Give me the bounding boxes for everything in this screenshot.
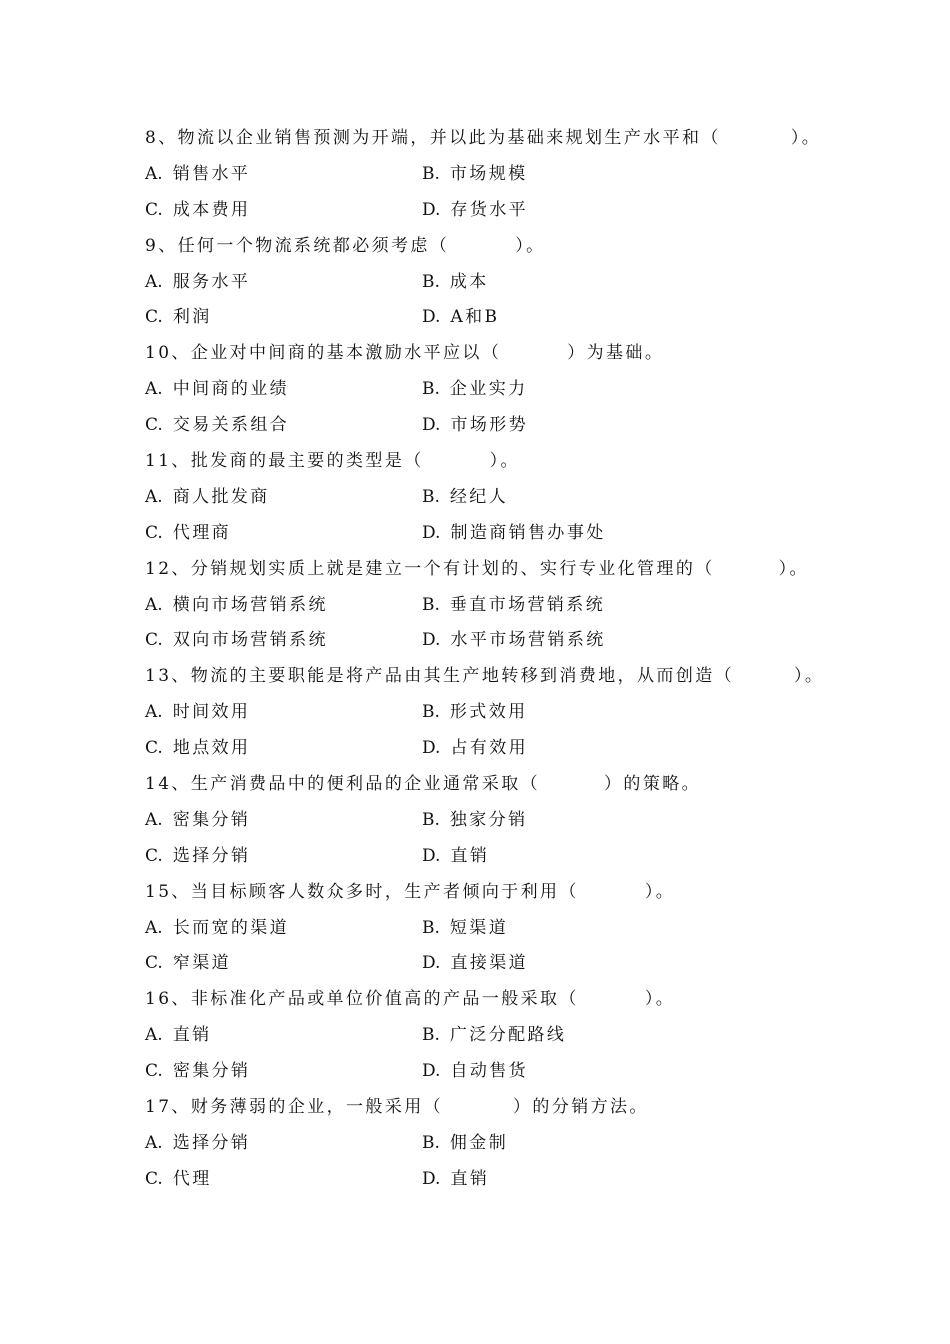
option-label: D. <box>422 1168 441 1189</box>
option-label: C. <box>145 1168 163 1189</box>
question-stem <box>145 982 845 1018</box>
option-label: D. <box>422 415 441 436</box>
option-row <box>145 731 845 767</box>
option-label: D. <box>422 522 441 543</box>
option-text: 企业实力 <box>449 379 528 400</box>
question-text: 13、物流的主要职能是将产品由其生产地转移到消费地，从而创造（ <box>145 666 735 687</box>
option-label: D. <box>422 307 441 328</box>
option-label: A. <box>145 163 163 184</box>
question-stem <box>145 1090 845 1126</box>
option-row <box>145 1126 845 1162</box>
answer-option <box>145 803 250 839</box>
option-label: C. <box>145 307 163 328</box>
answer-option <box>145 731 250 767</box>
question-text: 15、当目标顾客人数众多时，生产者倾向于利用（ <box>145 881 579 902</box>
option-label: D. <box>422 845 441 866</box>
question-text-end: ）的分销方法。 <box>513 1097 649 1118</box>
option-text: 直接渠道 <box>450 953 529 974</box>
option-label: B. <box>422 1132 440 1153</box>
option-text: 长而宽的渠道 <box>172 917 290 938</box>
option-label: B. <box>422 702 440 723</box>
option-text: 垂直市场营销系统 <box>449 594 606 615</box>
option-row <box>145 372 845 408</box>
option-label: B. <box>422 379 440 400</box>
answer-option <box>422 803 528 839</box>
option-label: A. <box>145 809 163 830</box>
option-text: 选择分销 <box>172 845 251 866</box>
option-text: 制造商销售办事处 <box>450 522 606 543</box>
option-text: 密集分销 <box>172 1061 251 1082</box>
option-label: B. <box>422 594 440 615</box>
answer-option <box>145 839 250 875</box>
answer-option <box>145 1126 250 1162</box>
option-text: 中间商的业绩 <box>172 379 290 400</box>
option-label: B. <box>422 271 440 292</box>
option-text: 广泛分配路线 <box>449 1025 567 1046</box>
answer-option <box>145 946 231 982</box>
answer-option <box>145 1054 250 1090</box>
question-text: 11、批发商的最主要的类型是（ <box>145 451 424 472</box>
option-label: A. <box>145 271 163 292</box>
option-text: 密集分销 <box>172 809 251 830</box>
option-label: A. <box>145 594 163 615</box>
option-label: D. <box>422 1061 441 1082</box>
answer-option <box>422 588 605 624</box>
option-row <box>145 1054 845 1090</box>
answer-option <box>422 1126 508 1162</box>
option-row <box>145 1018 845 1054</box>
option-row <box>145 157 845 193</box>
option-row <box>145 803 845 839</box>
option-label: B. <box>422 163 440 184</box>
option-text: 时间效用 <box>172 702 251 723</box>
option-label: C. <box>145 630 163 651</box>
option-text: 市场形势 <box>450 415 529 436</box>
option-label: D. <box>422 199 441 220</box>
option-text: 横向市场营销系统 <box>172 594 328 615</box>
option-label: B. <box>422 809 440 830</box>
option-text: 成本费用 <box>172 199 251 220</box>
option-text: 代理 <box>172 1168 212 1189</box>
answer-option <box>145 157 250 193</box>
option-label: C. <box>145 953 163 974</box>
question-text-end: ）。 <box>794 666 825 687</box>
option-text: 直销 <box>450 1168 490 1189</box>
question-list <box>145 121 845 1198</box>
option-label: C. <box>145 199 163 220</box>
question-stem <box>145 875 845 911</box>
answer-option <box>422 946 528 982</box>
question-text: 12、分销规划实质上就是建立一个有计划的、实行专业化管理的（ <box>145 558 715 579</box>
question-stem <box>145 336 845 372</box>
option-label: A. <box>145 486 163 507</box>
question-text-end: ）。 <box>778 558 809 579</box>
question-text: 17、财务薄弱的企业，一般采用（ <box>145 1097 444 1118</box>
option-text: 地点效用 <box>172 738 251 759</box>
option-text: 双向市场营销系统 <box>172 630 329 651</box>
question-stem <box>145 229 845 265</box>
question-stem <box>145 121 845 157</box>
answer-option <box>422 911 508 947</box>
question-text-end: ）为基础。 <box>567 343 665 364</box>
option-label: C. <box>145 415 163 436</box>
option-label: C. <box>145 845 163 866</box>
option-text: 佣金制 <box>449 1132 509 1153</box>
option-row <box>145 408 845 444</box>
option-label: D. <box>422 630 441 651</box>
answer-option <box>422 1054 528 1090</box>
option-text: 直销 <box>172 1025 212 1046</box>
option-text: 水平市场营销系统 <box>450 630 606 651</box>
option-row <box>145 911 845 947</box>
option-text: 形式效用 <box>449 702 528 723</box>
answer-option <box>422 300 499 336</box>
answer-option <box>422 480 508 516</box>
option-text: 独家分销 <box>449 809 528 830</box>
question-text-end: ）的策略。 <box>604 774 702 795</box>
option-label: A. <box>145 1132 163 1153</box>
answer-option <box>422 1162 489 1198</box>
option-row <box>145 946 845 982</box>
answer-option <box>145 480 270 516</box>
question-text: 10、企业对中间商的基本激励水平应以（ <box>145 343 502 364</box>
question-text-end: ）。 <box>489 451 520 472</box>
question-stem <box>145 444 845 480</box>
option-text: A和B <box>450 307 500 328</box>
option-text: 销售水平 <box>172 163 251 184</box>
option-label: A. <box>145 379 163 400</box>
option-text: 交易关系组合 <box>172 415 290 436</box>
option-text: 短渠道 <box>449 917 509 938</box>
option-text: 服务水平 <box>172 271 251 292</box>
answer-option <box>145 408 289 444</box>
option-row <box>145 300 845 336</box>
answer-option <box>145 1162 212 1198</box>
question-text: 16、非标准化产品或单位价值高的产品一般采取（ <box>145 989 579 1010</box>
option-row <box>145 480 845 516</box>
option-row <box>145 839 845 875</box>
option-text: 自动售货 <box>450 1061 529 1082</box>
answer-option <box>422 372 528 408</box>
option-label: D. <box>422 953 441 974</box>
option-label: B. <box>422 486 440 507</box>
option-label: B. <box>422 917 440 938</box>
option-text: 经纪人 <box>449 486 509 507</box>
answer-option <box>422 193 528 229</box>
question-text-end: ）。 <box>644 989 676 1010</box>
answer-option <box>422 157 528 193</box>
answer-option <box>145 516 231 552</box>
question-text-end: ）。 <box>644 881 676 902</box>
answer-option <box>422 516 606 552</box>
answer-option <box>145 588 328 624</box>
option-text: 成本 <box>449 271 489 292</box>
option-row <box>145 695 845 731</box>
option-row <box>145 623 845 659</box>
question-text-end: ）。 <box>790 128 822 148</box>
option-text: 占有效用 <box>450 738 529 759</box>
answer-option <box>422 1018 566 1054</box>
option-row <box>145 265 845 301</box>
option-label: C. <box>145 522 163 543</box>
answer-option <box>145 265 250 301</box>
option-row <box>145 193 845 229</box>
option-text: 选择分销 <box>172 1132 251 1153</box>
option-text: 商人批发商 <box>172 486 270 507</box>
question-stem <box>145 552 845 588</box>
option-row <box>145 1162 845 1198</box>
answer-option <box>145 911 289 947</box>
option-text: 窄渠道 <box>172 953 232 974</box>
question-text: 8、物流以企业销售预测为开端，并以此为基础来规划生产水平和（ <box>145 128 721 148</box>
option-label: A. <box>145 702 163 723</box>
option-label: A. <box>145 917 163 938</box>
question-text: 14、生产消费品中的便利品的企业通常采取（ <box>145 774 541 795</box>
option-text: 市场规模 <box>449 163 528 184</box>
answer-option <box>145 623 328 659</box>
option-text: 利润 <box>172 307 212 328</box>
option-text: 存货水平 <box>450 199 529 220</box>
answer-option <box>145 372 289 408</box>
question-text: 9、任何一个物流系统都必须考虑（ <box>145 235 450 256</box>
option-row <box>145 588 845 624</box>
option-label: C. <box>145 1061 163 1082</box>
answer-option <box>422 731 528 767</box>
option-label: B. <box>422 1025 440 1046</box>
answer-option <box>145 300 212 336</box>
answer-option <box>422 839 489 875</box>
option-text: 直销 <box>450 845 490 866</box>
option-label: D. <box>422 738 441 759</box>
answer-option <box>145 1018 212 1054</box>
option-row <box>145 516 845 552</box>
question-text-end: ）。 <box>515 235 546 256</box>
question-stem <box>145 659 845 695</box>
answer-option <box>422 695 528 731</box>
answer-option <box>422 408 528 444</box>
answer-option <box>422 623 606 659</box>
option-text: 代理商 <box>172 522 232 543</box>
answer-option <box>145 695 250 731</box>
option-label: C. <box>145 738 163 759</box>
question-stem <box>145 767 845 803</box>
answer-option <box>145 193 250 229</box>
answer-option <box>422 265 489 301</box>
option-label: A. <box>145 1025 163 1046</box>
